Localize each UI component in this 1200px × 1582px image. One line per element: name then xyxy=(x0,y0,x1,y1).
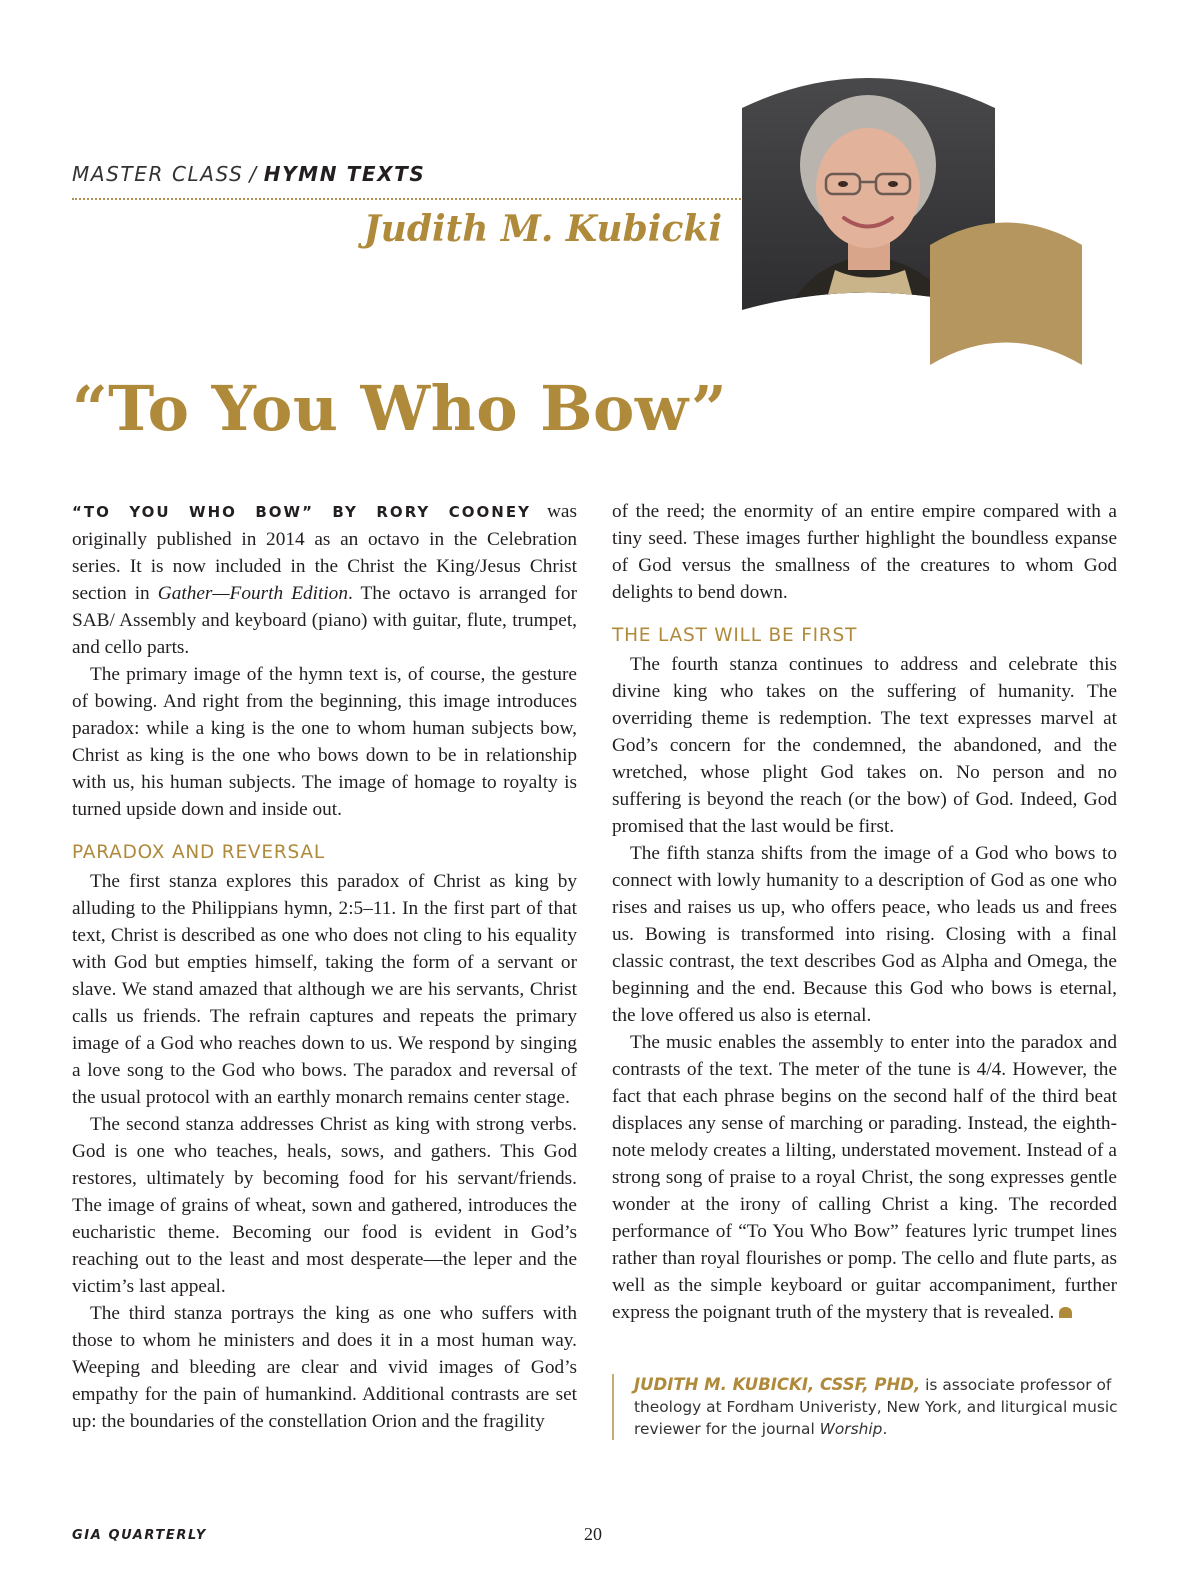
article-column-left xyxy=(72,498,577,1435)
bio-name: JUDITH M. KUBICKI, CSSF, PHD, xyxy=(634,1375,921,1394)
article-paragraph: The second stanza addresses Christ as king with strong verbs. God is one who teaches, heals, sows, and gathers. This God restores, ultimately by becoming food for his servant/friends. The image of grains of wheat, sown and gathered, introduces the eucharistic theme. Becoming our food is evident in God’s reaching out to the least and most desperate—the leper and the victim’s last appeal. xyxy=(72,1114,577,1297)
subheading-last-first: THE LAST WILL BE FIRST xyxy=(612,625,858,646)
article-title: “To You Who Bow” xyxy=(72,372,728,445)
journal-title: Worship xyxy=(819,1420,883,1438)
section-separator: / xyxy=(249,162,258,186)
article-paragraph: The fourth stanza continues to address and celebrate this divine king who takes on the suffering of humanity. The overriding theme is redemption. The text expresses marvel at God’s concern for the condemned, the abandoned, and the wretched, whose plight God takes on. No person and no suffering is beyond the reach (or the bow) of God. Indeed, God promised that the last would be first. xyxy=(612,654,1117,837)
book-title: Gather—Fourth Edition xyxy=(157,583,348,604)
end-mark-icon xyxy=(1059,1307,1072,1318)
section-kicker xyxy=(72,162,425,186)
lead-in: “TO YOU WHO BOW” BY RORY COONEY xyxy=(72,503,531,521)
section-label: MASTER CLASS xyxy=(72,162,244,186)
paragraph-text: The music enables the assembly to enter into the paradox and contrasts of the text. The meter of the tune is 4/4. However, the fact that each phrase begins on the second half of the third beat displaces any sense of marching or parading. Instead, the eighth-note melody creates a lilting, understated movement. Instead of a strong song of praise to a royal Christ, the song expresses gentle wonder at the irony of calling Christ a king. The recorded performance of “To You Who Bow” features lyric trumpet lines rather than royal flourishes or pomp. The cello and flute parts, as well as the simple keyboard or guitar accompaniment, further express the poignant truth of the mystery that is revealed. xyxy=(612,1032,1117,1323)
paragraph-text: . The octavo is arranged for SAB/ Assembly and keyboard (piano) with guitar, flute, trumpet, and cello parts. xyxy=(72,583,577,658)
footer-publication: GIA QUARTERLY xyxy=(72,1528,207,1543)
page-number: 20 xyxy=(584,1524,602,1544)
author-portrait-photo xyxy=(740,70,1085,370)
article-paragraph: of the reed; the enormity of an entire empire compared with a tiny seed. These images further highlight the boundless expanse of God versus the smallness of the creatures to whom God delights to bend down. xyxy=(612,501,1117,603)
dotted-rule xyxy=(72,198,812,200)
article-paragraph: The first stanza explores this paradox of Christ as king by alluding to the Philippians hymn, 2:5–11. In the first part of that text, Christ is described as one who does not cling to his equality with God but empties himself, taking the form of a servant or slave. We stand amazed that although we are his servants, Christ calls us friends. The refrain captures and repeats the primary image of a God who reaches down to us. We respond by singing a love song to the God who bows. The paradox and reversal of the usual protocol with an earthly monarch remains center stage. xyxy=(72,871,577,1108)
article-paragraph: The third stanza portrays the king as one who suffers with those to whom he ministers and does it in a most human way. Weeping and bleeding are clear and vivid images of God’s empathy for the pain of humankind. Additional contrasts are set up: the boundaries of the constellation Orion and the fragility xyxy=(72,1303,577,1432)
author-heading: Judith M. Kubicki xyxy=(363,208,722,250)
subsection-label: HYMN TEXTS xyxy=(263,162,426,186)
paragraph-text: was originally published in 2014 as an octavo in the Celebration series. It is now included in the Christ the King/Jesus Christ section in xyxy=(72,501,577,604)
article-paragraph xyxy=(612,1029,1117,1326)
article-paragraph xyxy=(72,498,577,661)
article-paragraph: The fifth stanza shifts from the image of a God who bows to connect with lowly humanity to a description of God as one who rises and raises us up, who offers peace, who leads us and frees us. Bowing is transformed into rising. Closing with a final classic contrast, the text describes God as Alpha and Omega, the beginning and the end. Because this God who bows is eternal, the love offered us also is eternal. xyxy=(612,843,1117,1026)
article-column-right xyxy=(612,498,1117,1326)
bio-text: is associate professor of theology at Fordham Univeristy, New York, and liturgical music reviewer for the journal xyxy=(634,1376,1118,1438)
bio-text-end: . xyxy=(882,1420,888,1438)
author-bio xyxy=(612,1374,1134,1440)
article-paragraph: The primary image of the hymn text is, of course, the gesture of bowing. And right from the beginning, this image introduces paradox: while a king is the one to whom human subjects bow, Christ as king is the one who bows down to be in relationship with us, his human subjects. The image of homage to royalty is turned upside down and inside out. xyxy=(72,664,577,820)
author-portrait xyxy=(740,70,1085,370)
subheading-paradox: PARADOX AND REVERSAL xyxy=(72,842,325,863)
